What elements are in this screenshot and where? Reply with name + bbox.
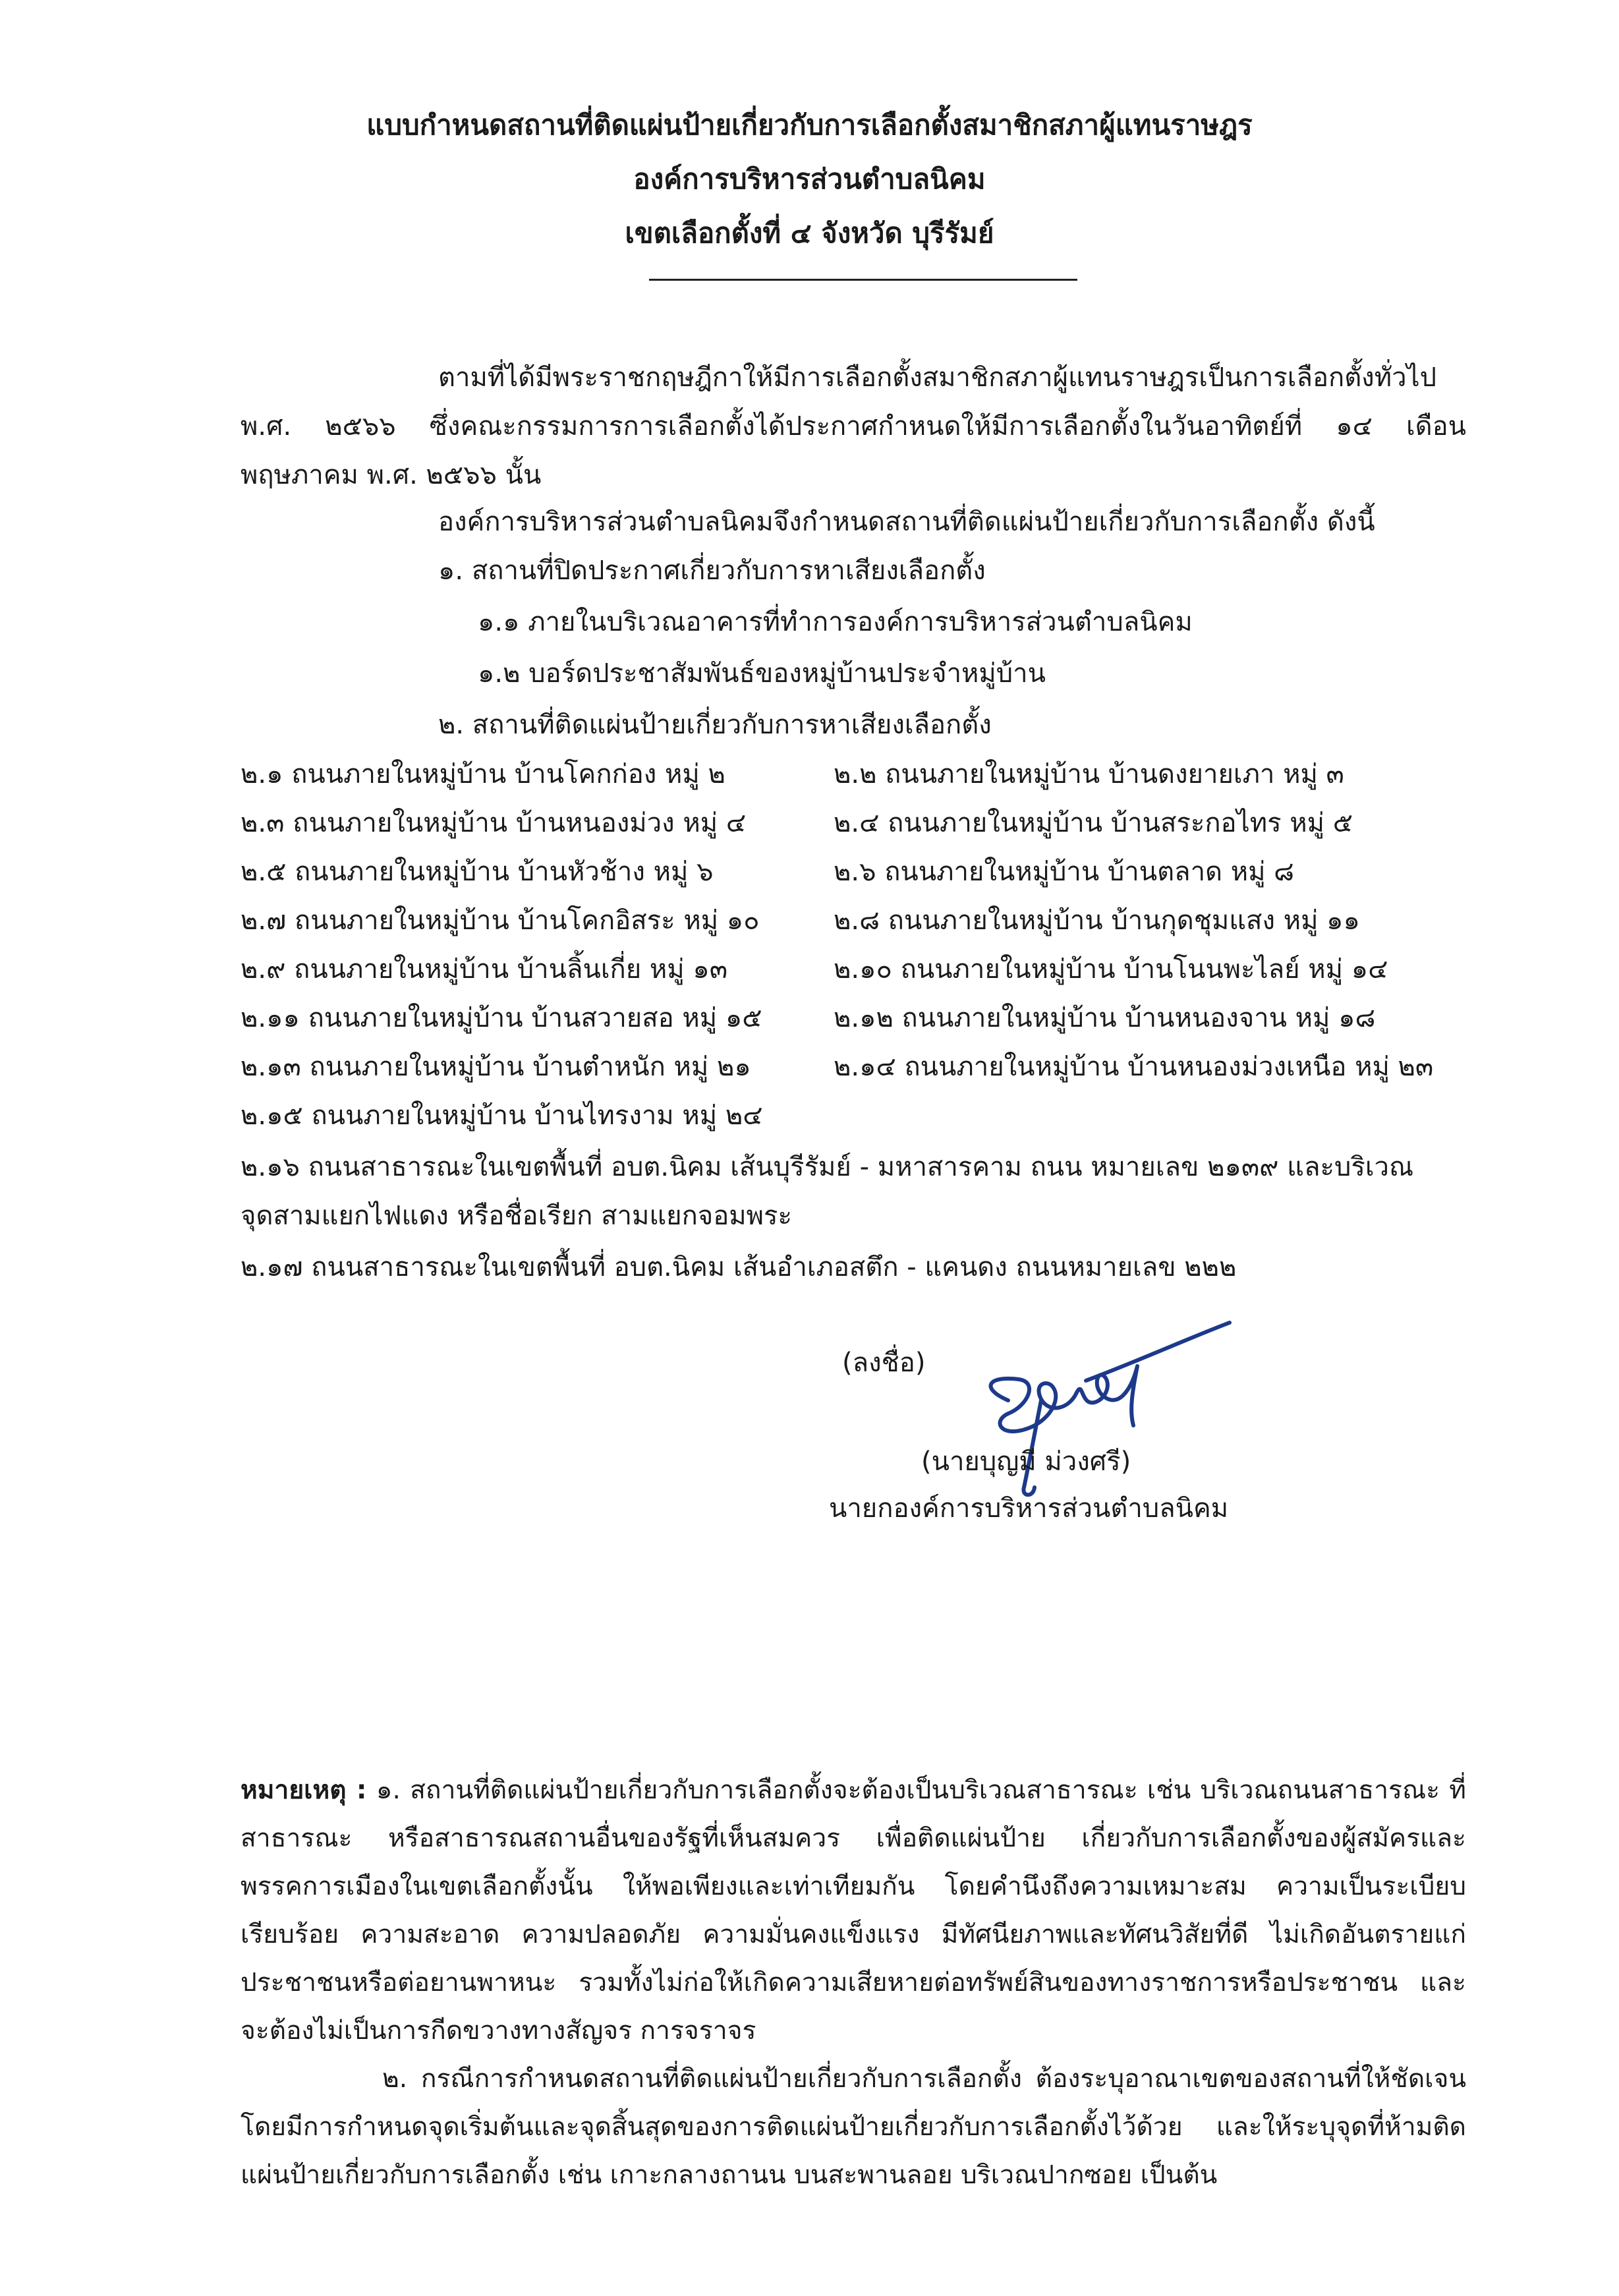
location-item: ๒.๒ ถนนภายในหมู่บ้าน บ้านดงยายเภา หมู่ ๓: [834, 759, 1344, 789]
location-item: ๒.๙ ถนนภายในหมู่บ้าน บ้านลิ้นเกี่ย หมู่ ๑๓: [241, 954, 728, 985]
location-item: ๒.๓ ถนนภายในหมู่บ้าน บ้านหนองม่วง หมู่ ๔: [241, 808, 747, 838]
section1-item: ๑.๒ บอร์ดประชาสัมพันธ์ของหมู่บ้านประจำหมู่บ้าน: [478, 658, 1046, 689]
title-divider: [649, 279, 1077, 281]
statement-line: องค์การบริหารส่วนตำบลนิคมจึงกำหนดสถานที่ติดแผ่นป้ายเกี่ยวกับการเลือกตั้ง ดังนี้: [438, 507, 1375, 537]
location-item: ๒.๑ ถนนภายในหมู่บ้าน บ้านโคกก่อง หมู่ ๒: [241, 759, 725, 789]
remark-1: ๑. สถานที่ติดแผ่นป้ายเกี่ยวกับการเลือกตั้งจะต้องเป็นบริเวณสาธารณะ เช่น บริเวณถนนสาธารณะ ที่สาธารณะ หรือสาธารณสถานอื่นของรัฐที่เห็นสมควร เพื่อติดแผ่นป้าย เกี่ยวกับการเลือกตั้งของผู้สมัครและพรรคการเมืองในเขตเลือกตั้งนั้น ให้พอเพียงและเท่าเทียมกัน โดยคำนึงถึงความเหมาะสม ความเป็นระเบียบเรียบร้อย ความสะอาด ความปลอดภัย ความมั่นคงแข็งแรง มีทัศนียภาพและทัศนวิสัยที่ดี ไม่เกิดอันตรายแก่ประชาชนหรือต่อยานพาหนะ รวมทั้งไม่ก่อให้เกิดความเสียหายต่อทรัพย์สินของทางราชการหรือประชาชน และจะต้องไม่เป็นการกีดขวางทางสัญจร การจราจร: [241, 1775, 1466, 2046]
signer-position: นายกองค์การบริหารส่วนตำบลนิคม: [829, 1493, 1229, 1524]
remarks-section: [241, 1766, 1466, 2199]
location-item: ๒.๑๔ ถนนภายในหมู่บ้าน บ้านหนองม่วงเหนือ หมู่ ๒๓: [834, 1052, 1434, 1082]
location-item: ๒.๖ ถนนภายในหมู่บ้าน บ้านตลาด หมู่ ๘: [834, 857, 1295, 887]
handwritten-signature: [967, 1315, 1244, 1512]
location-item: ๒.๑๕ ถนนภายในหมู่บ้าน บ้านไทรงาม หมู่ ๒๔: [241, 1101, 763, 1131]
section1-item: ๑.๑ ภายในบริเวณอาคารที่ทำการองค์การบริหารส่วนตำบลนิคม: [478, 607, 1193, 637]
organization-name: องค์การบริหารส่วนตำบลนิคม: [633, 163, 986, 195]
location-item: ๒.๕ ถนนภายในหมู่บ้าน บ้านหัวช้าง หมู่ ๖: [241, 857, 714, 887]
signer-name: (นายบุญมี ม่วงศรี): [921, 1447, 1131, 1477]
location-item: ๒.๔ ถนนภายในหมู่บ้าน บ้านสระกอไทร หมู่ ๕: [834, 808, 1353, 838]
section1-heading: ๑. สถานที่ปิดประกาศเกี่ยวกับการหาเสียงเลือกตั้ง: [438, 556, 986, 586]
section2-heading: ๒. สถานที่ติดแผ่นป้ายเกี่ยวกับการหาเสียงเลือกตั้ง: [438, 710, 992, 740]
location-item: ๒.๑๖ ถนนสาธารณะในเขตพื้นที่ อบต.นิคม เส้นบุรีรัมย์ - มหาสารคาม ถนน หมายเลข ๒๑๓๙ และบริเวณ: [241, 1152, 1414, 1182]
location-item: ๒.๑๐ ถนนภายในหมู่บ้าน บ้านโนนพะไลย์ หมู่ ๑๔: [834, 954, 1388, 985]
location-item: ๒.๘ ถนนภายในหมู่บ้าน บ้านกุดชุมแสง หมู่ ๑๑: [834, 905, 1360, 936]
remark-2: ๒. กรณีการกำหนดสถานที่ติดแผ่นป้ายเกี่ยวกับการเลือกตั้ง ต้องระบุอาณาเขตของสถานที่ให้ชัดเจน โดยมีการกำหนดจุดเริ่มต้นและจุดสิ้นสุดของการติดแผ่นป้ายเกี่ยวกับการเลือกตั้งไว้ด้วย และให้ระบุจุดที่ห้ามติดแผ่นป้ายเกี่ยวกับการเลือกตั้ง เช่น เกาะกลางถานน บนสะพานลอย บริเวณปากซอย เป็นต้น: [241, 2064, 1466, 2190]
constituency-heading: เขตเลือกตั้งที่ ๔ จังหวัด บุรีรัมย์: [625, 217, 994, 249]
location-item-continuation: จุดสามแยกไฟแดง หรือชื่อเรียก สามแยกจอมพระ: [241, 1201, 792, 1231]
location-item: ๒.๑๗ ถนนสาธารณะในเขตพื้นที่ อบต.นิคม เส้นอำเภอสตึก - แคนดง ถนนหมายเลข ๒๒๒: [241, 1252, 1237, 1282]
location-item: ๒.๗ ถนนภายในหมู่บ้าน บ้านโคกอิสระ หมู่ ๑๐: [241, 905, 760, 936]
document-title: แบบกำหนดสถานที่ติดแผ่นป้ายเกี่ยวกับการเลือกตั้งสมาชิกสภาผู้แทนราษฎร: [366, 109, 1253, 141]
location-item: ๒.๑๒ ถนนภายในหมู่บ้าน บ้านหนองจาน หมู่ ๑๘: [834, 1003, 1376, 1033]
location-item: ๒.๑๑ ถนนภายในหมู่บ้าน บ้านสวายสอ หมู่ ๑๕: [241, 1003, 762, 1033]
intro-paragraph: ตามที่ได้มีพระราชกฤษฎีกาให้มีการเลือกตั้งสมาชิกสภาผู้แทนราษฎรเป็นการเลือกตั้งทั่วไป พ.ศ. ๒๕๖๖ ซึ่งคณะกรรมการการเลือกตั้งได้ประกาศกำหนดให้มีการเลือกตั้งในวันอาทิตย์ที่ ๑๔ เดือน พฤษภาคม พ.ศ. ๒๕๖๖ นั้น: [241, 362, 1466, 490]
signature-label: (ลงชื่อ): [842, 1348, 926, 1378]
remarks-label: หมายเหตุ :: [241, 1775, 367, 1805]
location-item: ๒.๑๓ ถนนภายในหมู่บ้าน บ้านตำหนัก หมู่ ๒๑: [241, 1052, 751, 1082]
